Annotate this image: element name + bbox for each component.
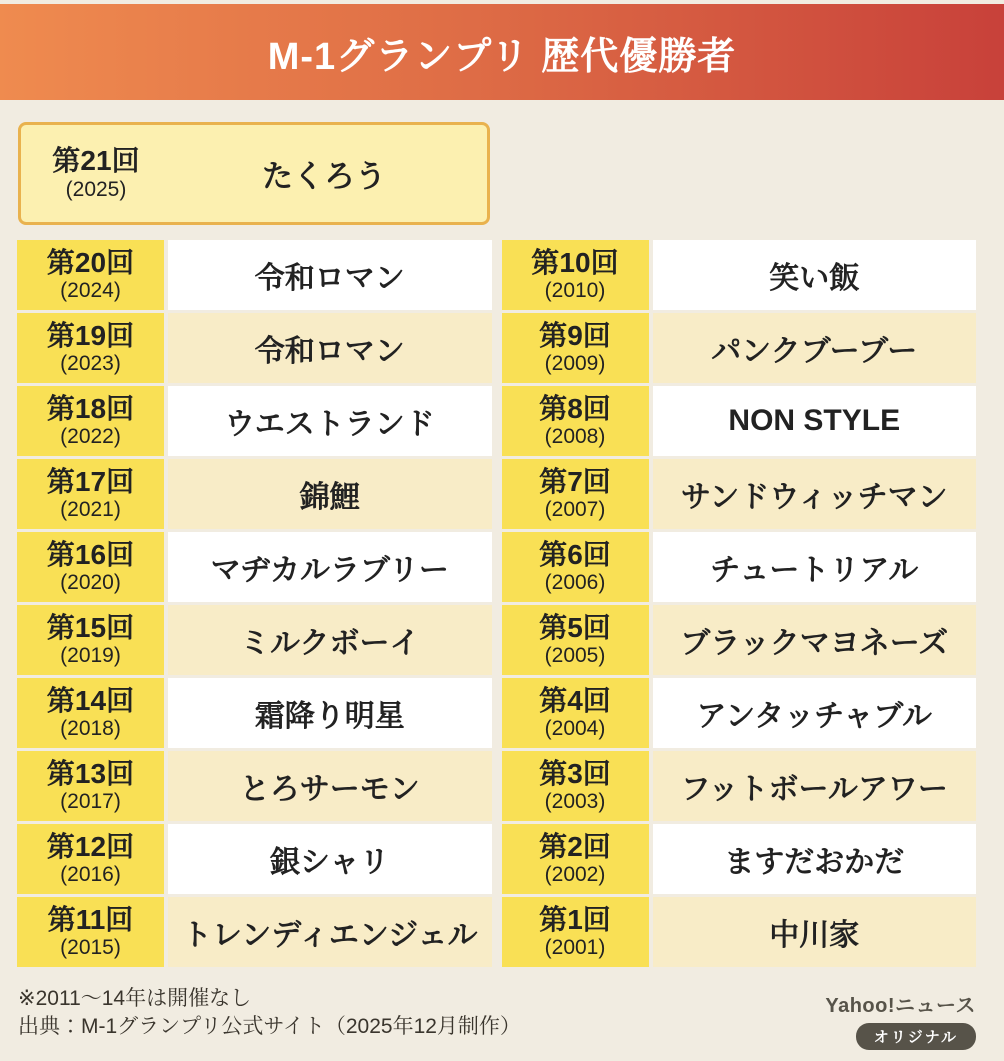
round-number: 第16回 [46, 538, 135, 570]
round-number: 第3回 [539, 757, 611, 789]
round-year: (2015) [60, 936, 121, 960]
winner-name: 令和ロマン [168, 313, 492, 383]
round-label-cell [17, 459, 164, 529]
table-row [17, 897, 492, 967]
winner-name: アンタッチャブル [653, 678, 977, 748]
round-year: (2022) [60, 425, 121, 449]
winner-name: トレンディエンジェル [168, 897, 492, 967]
footer [18, 985, 976, 1050]
table-row [502, 459, 977, 529]
round-label-cell [502, 459, 649, 529]
round-number: 第14回 [46, 684, 135, 716]
footer-source: 出典：M-1グランプリ公式サイト（2025年12月制作） [18, 1015, 521, 1039]
table-row [502, 751, 977, 821]
page-title: M-1グランプリ 歴代優勝者 [267, 35, 737, 78]
round-number: 第6回 [539, 538, 611, 570]
round-number: 第17回 [46, 465, 135, 497]
latest-winner-box [18, 122, 490, 225]
table-row [17, 386, 492, 456]
round-number: 第12回 [46, 830, 135, 862]
winner-name: パンクブーブー [653, 313, 977, 383]
round-number: 第18回 [46, 392, 135, 424]
round-year: (2006) [544, 571, 606, 595]
winner-name: サンドウィッチマン [653, 459, 977, 529]
round-number: 第13回 [46, 757, 135, 789]
round-number: 第2回 [539, 830, 611, 862]
round-label-cell [17, 313, 164, 383]
round-label-cell [17, 605, 164, 675]
brand-area [825, 985, 976, 1050]
table-row [502, 897, 977, 967]
round-year: (2003) [544, 790, 606, 814]
round-year: (2004) [544, 717, 606, 741]
table-row [17, 240, 492, 310]
round-label-cell [17, 751, 164, 821]
latest-winner-name: たくろう [262, 159, 386, 194]
round-number: 第20回 [46, 246, 135, 278]
winner-name: 霜降り明星 [168, 678, 492, 748]
winner-name: ブラックマヨネーズ [653, 605, 977, 675]
table-row [17, 605, 492, 675]
round-label-cell [502, 751, 649, 821]
round-label-cell [502, 605, 649, 675]
original-badge: オリジナル [856, 1023, 976, 1050]
round-number: 第5回 [539, 611, 611, 643]
round-label-cell [502, 313, 649, 383]
winner-name: NON STYLE [653, 386, 977, 456]
round-label-cell [17, 824, 164, 894]
table-row [502, 532, 977, 602]
winner-name: 令和ロマン [168, 240, 492, 310]
winner-name: フットボールアワー [653, 751, 977, 821]
winner-name: 笑い飯 [653, 240, 977, 310]
round-number: 第1回 [539, 903, 611, 935]
table-row [17, 751, 492, 821]
round-year: (2009) [544, 352, 606, 376]
winner-name: とろサーモン [168, 751, 492, 821]
round-label-cell [17, 386, 164, 456]
latest-round-number: 第21回 [52, 145, 140, 177]
round-label-cell [502, 240, 649, 310]
round-year: (2021) [60, 498, 121, 522]
round-label-cell [502, 824, 649, 894]
latest-round-year: (2025) [65, 177, 127, 201]
table-row [502, 240, 977, 310]
table-row [17, 459, 492, 529]
footer-notes [18, 985, 521, 1042]
round-label-cell [502, 532, 649, 602]
winner-name: 中川家 [653, 897, 977, 967]
winner-name: ウエストランド [168, 386, 492, 456]
winners-table [17, 240, 976, 970]
round-label-cell [502, 678, 649, 748]
round-label-cell [17, 532, 164, 602]
round-year: (2008) [544, 425, 606, 449]
latest-round-label-cell [21, 145, 171, 201]
round-number: 第15回 [46, 611, 135, 643]
table-row [17, 824, 492, 894]
round-year: (2005) [544, 644, 606, 668]
round-year: (2010) [544, 279, 606, 303]
round-number: 第10回 [531, 246, 619, 278]
round-year: (2018) [60, 717, 121, 741]
winner-name: ミルクボーイ [168, 605, 492, 675]
winner-name: ますだおかだ [653, 824, 977, 894]
title-banner [0, 4, 1004, 100]
round-number: 第19回 [46, 319, 135, 351]
winner-name: 錦鯉 [168, 459, 492, 529]
round-year: (2016) [60, 863, 121, 887]
round-label-cell [502, 897, 649, 967]
round-year: (2017) [60, 790, 121, 814]
winner-name: チュートリアル [653, 532, 977, 602]
round-label-cell [17, 678, 164, 748]
table-row [17, 532, 492, 602]
table-row [17, 678, 492, 748]
round-label-cell [17, 240, 164, 310]
winners-column-right [502, 240, 977, 970]
winner-name: マヂカルラブリー [168, 532, 492, 602]
round-year: (2023) [60, 352, 121, 376]
round-year: (2002) [544, 863, 606, 887]
round-number: 第9回 [539, 319, 611, 351]
round-year: (2001) [544, 936, 606, 960]
round-label-cell [17, 897, 164, 967]
round-number: 第11回 [47, 903, 134, 935]
table-row [17, 313, 492, 383]
table-row [502, 386, 977, 456]
round-label-cell [502, 386, 649, 456]
winner-name: 銀シャリ [168, 824, 492, 894]
footer-note: ※2011〜14年は開催なし [18, 987, 252, 1010]
round-year: (2020) [60, 571, 121, 595]
round-year: (2007) [544, 498, 606, 522]
round-year: (2019) [60, 644, 121, 668]
yahoo-news-logo: Yahoo!ニュース [825, 995, 976, 1017]
round-number: 第7回 [539, 465, 611, 497]
table-row [502, 605, 977, 675]
table-row [502, 313, 977, 383]
round-year: (2024) [60, 279, 121, 303]
round-number: 第4回 [539, 684, 611, 716]
table-row [502, 824, 977, 894]
round-number: 第8回 [539, 392, 611, 424]
table-row [502, 678, 977, 748]
winners-column-left [17, 240, 492, 970]
